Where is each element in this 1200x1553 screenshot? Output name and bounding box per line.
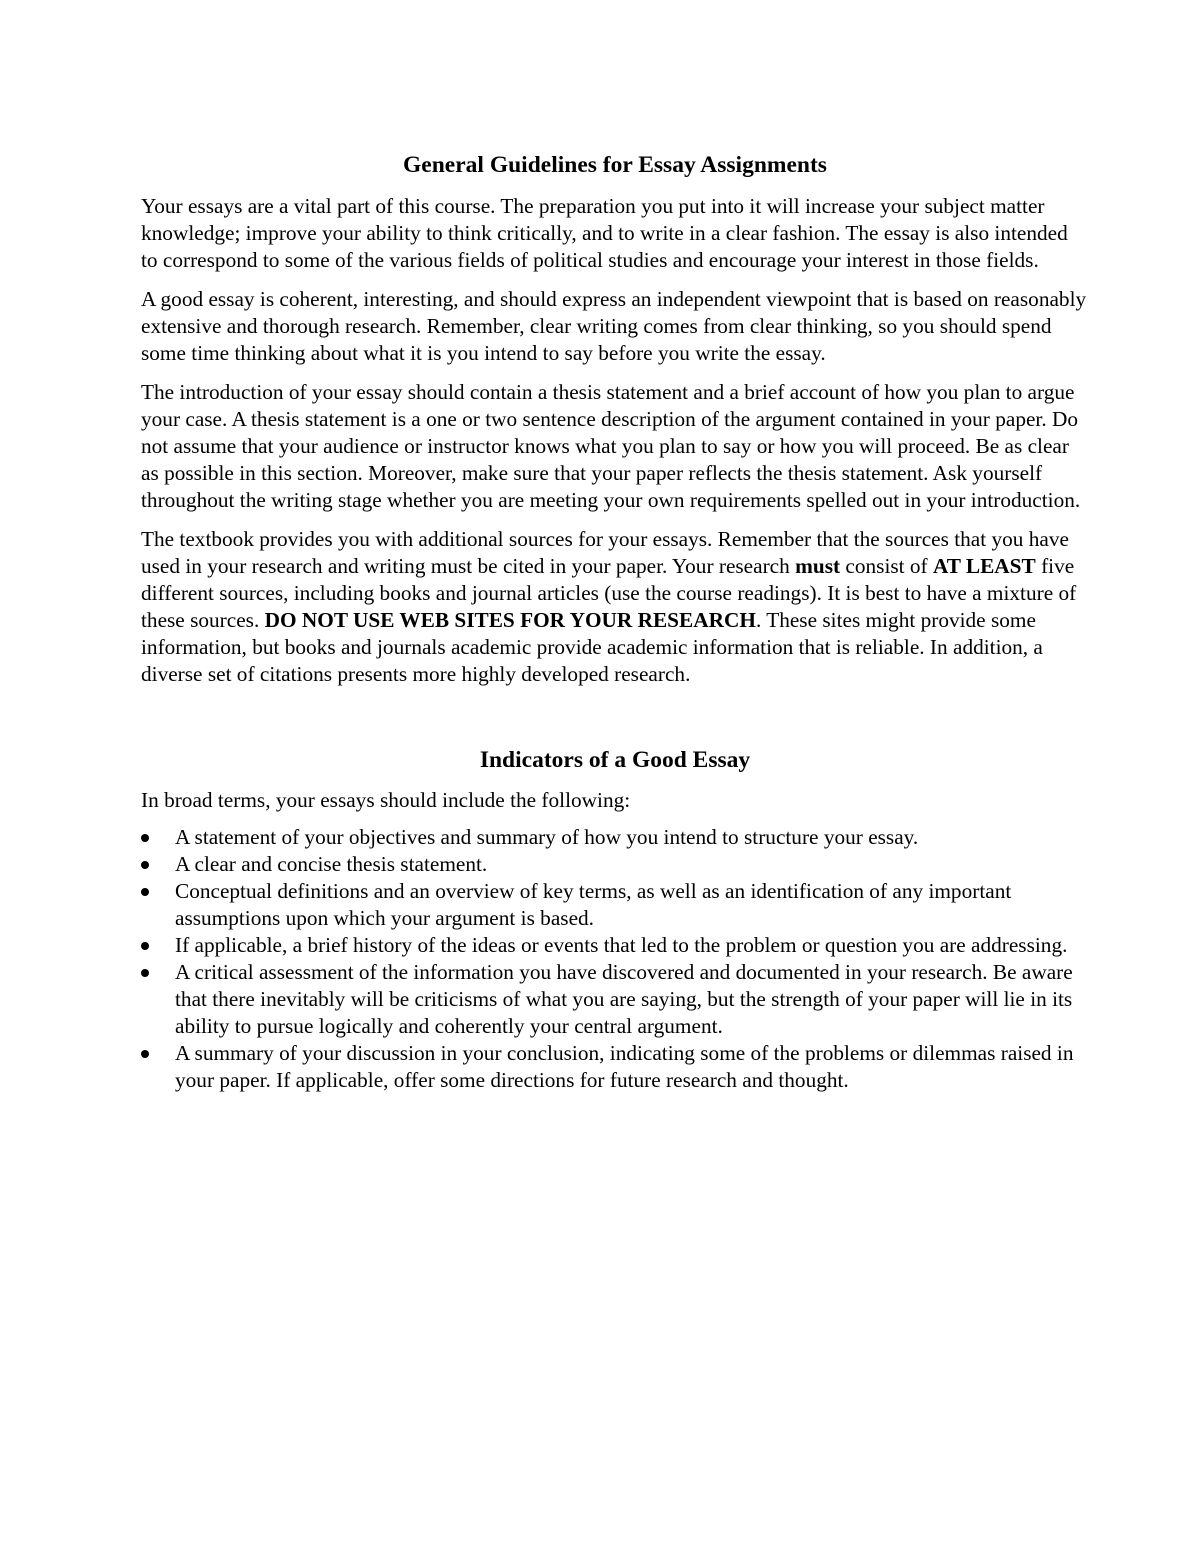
list-item [141,878,1089,932]
paragraph-sources [141,526,1089,688]
list-item [141,851,1089,878]
paragraph-introduction: The introduction of your essay should contain a thesis statement and a brief account of how you plan to argue your case. A thesis statement is a one or two sentence description of the argument contained in your paper. Do not assume that your audience or instructor knows what you plan to say or how you will proceed. Be as clear as possible in this section. Moreover, make sure that your paper reflects the thesis statement. Ask yourself throughout the writing stage whether you are meeting your own requirements spelled out in your introduction. [141,380,1081,512]
list-item-text: A clear and concise thesis statement. [175,852,488,876]
sources-text-3: five different sources, including books and journal articles (use the course readings). It is best to have a mixture of these sources. [141,554,1077,632]
sources-text-1: The textbook provides you with additional sources for your essays. Remember that the sources that you have used in your research and writing must be cited in your paper. Your research [141,527,1069,578]
indicators-list [141,824,1089,1094]
emphasis-at-least: AT LEAST [932,554,1036,578]
list-item [141,959,1089,1040]
bullet-icon [141,942,149,950]
paragraph-good-essay: A good essay is coherent, interesting, and should express an independent viewpoint that is based on reasonably extensive and thorough research. Remember, clear writing comes from clear thinking, so you should spend some time thinking about what it is you intend to say before you write the essay. [141,287,1087,365]
emphasis-no-web-sites: DO NOT USE WEB SITES FOR YOUR RESEARCH [264,608,756,632]
indicators-intro: In broad terms, your essays should include the following: [141,788,631,812]
bullet-icon [141,834,149,842]
list-item [141,1040,1089,1094]
bullet-icon [141,861,149,869]
list-item-text: A summary of your discussion in your conclusion, indicating some of the problems or dilemmas raised in your paper. If applicable, offer some directions for future research and thought. [175,1041,1074,1092]
list-item [141,932,1089,959]
document-page [141,150,1089,1094]
bullet-icon [141,888,149,896]
bullet-icon [141,969,149,977]
list-item-text: Conceptual definitions and an overview of key terms, as well as an identification of any important assumptions upon which your argument is based. [175,879,1012,930]
list-item [141,824,1089,851]
section-title-general-guidelines: General Guidelines for Essay Assignments [403,152,827,178]
sources-text-4: . These sites might provide some information, but books and journals academic provide academic information that is reliable. In addition, a diverse set of citations presents more highly developed research. [141,608,1043,686]
paragraph-essays-vital: Your essays are a vital part of this course. The preparation you put into it will increase your subject matter knowledge; improve your ability to think critically, and to write in a clear fashion. The essay is also intended to correspond to some of the various fields of political studies and encourage your interest in those fields. [141,194,1068,272]
list-item-text: If applicable, a brief history of the ideas or events that led to the problem or question you are addressing. [175,933,1068,957]
list-item-text: A critical assessment of the information you have discovered and documented in your research. Be aware that there inevitably will be criticisms of what you are saying, but the strength of your paper will lie in its ability to pursue logically and coherently your central argument. [175,960,1073,1038]
bullet-icon [141,1050,149,1058]
emphasis-must: must [795,554,841,578]
sources-text-2: consist of [840,554,933,578]
list-item-text: A statement of your objectives and summary of how you intend to structure your essay. [175,825,919,849]
section-title-indicators: Indicators of a Good Essay [479,747,751,773]
